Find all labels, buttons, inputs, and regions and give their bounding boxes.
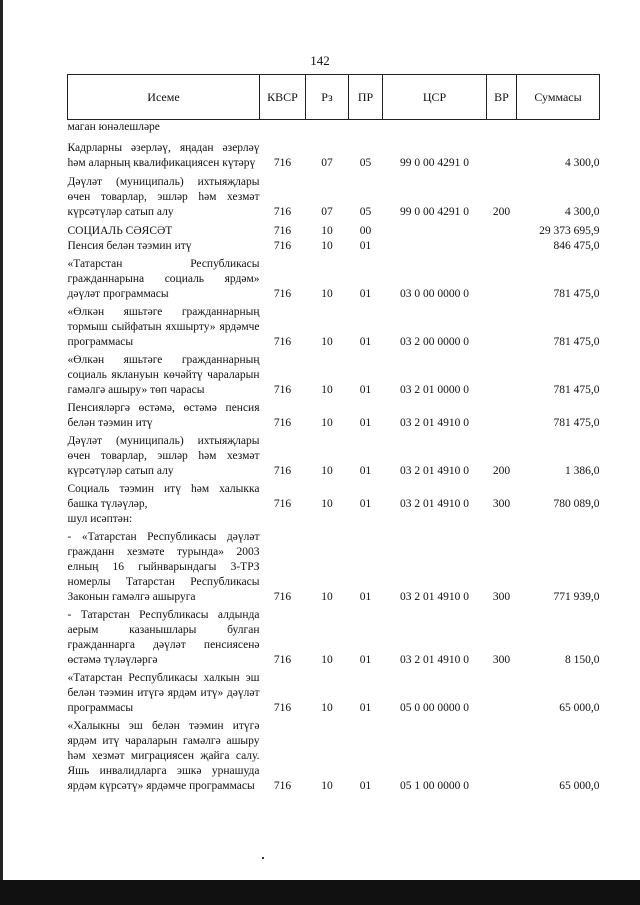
cell-rz: 10 — [321, 465, 333, 477]
table-row — [68, 716, 600, 794]
cell-csr: 99 0 00 4291 0 — [400, 157, 469, 169]
cell-rz: 10 — [321, 591, 333, 603]
cell-name: Кадрларны әзерләү, яңадан әзерләү һәм аларның квалификациясен күтәрү — [67, 142, 260, 169]
cell-sum: 65 000,0 — [559, 702, 600, 714]
cell-csr: 99 0 00 4291 0 — [400, 206, 469, 218]
cell-rz: 10 — [321, 498, 333, 510]
cell-kvsr: 716 — [273, 498, 292, 510]
cell-vr — [487, 398, 517, 431]
cell-vr — [487, 302, 517, 350]
table-row — [68, 668, 600, 716]
cell-vr — [487, 254, 517, 302]
cell-name: СОЦИАЛЬ СӘЯСӘТ — [67, 225, 173, 237]
cell-pr: 05 — [359, 157, 372, 169]
cell-rz: 10 — [321, 336, 333, 348]
page-number: 142 — [310, 53, 330, 68]
cell-kvsr: 716 — [273, 206, 292, 218]
cell-vr — [487, 135, 517, 171]
budget-table — [67, 74, 600, 794]
cell-rz: 07 — [321, 157, 333, 169]
cell-vr — [487, 220, 517, 239]
cell-csr: 05 0 00 0000 0 — [400, 702, 469, 714]
cell-name: «Халыкны эш белән тәэмин итүгә ярдәм итү чараларын гамәлгә ашыру һәм хезмәт миграциясен җайга салу. Яшь инвалидларга эшкә урнашуда ярдәм күрсәтү» ярдәмче программасы — [67, 720, 260, 792]
cell-csr: 03 2 01 4910 0 — [400, 465, 469, 477]
cell-csr: 03 0 00 0000 0 — [400, 288, 469, 300]
cell-sum: 781 475,0 — [553, 417, 600, 429]
cell-pr: 05 — [359, 206, 372, 218]
table-row — [68, 479, 600, 512]
table-row — [68, 254, 600, 302]
cell-sum: 4 300,0 — [565, 206, 600, 218]
cell-csr: 03 2 01 4910 0 — [400, 417, 469, 429]
cell-kvsr: 716 — [273, 240, 292, 252]
cell-name: маган юнәлешләре — [67, 121, 160, 133]
cell-rz: 10 — [321, 240, 333, 252]
cell-kvsr: 716 — [273, 288, 292, 300]
cell-csr — [383, 220, 487, 239]
cell-rz: 10 — [321, 654, 333, 666]
cell-vr — [487, 350, 517, 398]
cell-name: Пенсия белән тәэмин итү — [67, 240, 192, 252]
cell-vr: 300 — [492, 498, 511, 510]
cell-rz: 07 — [321, 206, 333, 218]
header-pr: ПР — [349, 75, 383, 120]
cell-pr: 01 — [359, 654, 372, 666]
header-kvsr: КВСР — [260, 75, 306, 120]
header-sum: Суммасы — [517, 75, 600, 120]
header-name: Исеме — [68, 75, 260, 120]
table-row — [68, 135, 600, 171]
cell-pr: 01 — [359, 591, 372, 603]
cell-sum: 781 475,0 — [553, 336, 600, 348]
table-row — [68, 512, 600, 527]
cell-pr: 01 — [359, 498, 372, 510]
scan-bottom-edge — [0, 880, 640, 905]
cell-sum: 846 475,0 — [553, 240, 600, 252]
cell-sum: 29 373 695,9 — [539, 225, 600, 237]
table-body — [68, 120, 600, 795]
cell-vr — [487, 120, 517, 136]
cell-kvsr: 716 — [273, 780, 292, 792]
cell-rz — [306, 512, 349, 527]
cell-kvsr: 716 — [273, 417, 292, 429]
cell-pr — [349, 120, 383, 136]
cell-pr: 01 — [359, 780, 372, 792]
cell-pr: 01 — [359, 288, 372, 300]
table-row — [68, 302, 600, 350]
cell-vr — [487, 512, 517, 527]
cell-csr: 03 2 01 4910 0 — [400, 591, 469, 603]
cell-pr: 01 — [359, 240, 372, 252]
cell-rz: 10 — [321, 288, 333, 300]
cell-vr — [487, 668, 517, 716]
cell-pr: 00 — [359, 225, 372, 237]
cell-name: - «Татарстан Республикасы дәүләт гражданн хезмәте турында» 2003 елның 16 гыйнварындагы 3-ТРЗ номерлы Татарстан Республикасы Законын гамәлгә ашыруга — [67, 531, 260, 603]
table-row — [68, 398, 600, 431]
cell-csr: 03 2 01 0000 0 — [400, 384, 469, 396]
cell-name: - Татарстан Республикасы алдында аерым казанышлары булган гражданнарга дәүләт пенсиясенә өстәмә түләүләргә — [67, 609, 260, 666]
cell-sum — [517, 120, 600, 136]
cell-pr: 01 — [359, 336, 372, 348]
cell-sum: 4 300,0 — [565, 157, 600, 169]
cell-vr: 300 — [492, 654, 511, 666]
cell-pr: 01 — [359, 702, 372, 714]
cell-kvsr: 716 — [273, 702, 292, 714]
cell-sum — [517, 512, 600, 527]
cell-kvsr: 716 — [273, 384, 292, 396]
cell-name: Пенсияләргә өстәмә, өстәмә пенсия белән тәэмин итү — [67, 402, 260, 429]
cell-vr — [487, 716, 517, 794]
table-row — [68, 120, 600, 136]
cell-sum: 8 150,0 — [565, 654, 600, 666]
cell-kvsr: 716 — [273, 591, 292, 603]
cell-rz: 10 — [321, 384, 333, 396]
cell-vr — [487, 239, 517, 254]
table-row — [68, 431, 600, 479]
cell-pr — [349, 512, 383, 527]
cell-name: Дәүләт (муниципаль) ихтыяҗлары өчен товарлар, эшләр һәм хезмәт күрсәтүләр сатып алу — [67, 176, 260, 218]
cell-rz: 10 — [321, 417, 333, 429]
cell-kvsr: 716 — [273, 336, 292, 348]
header-csr: ЦСР — [383, 75, 487, 120]
table-row — [68, 239, 600, 254]
cell-name: Дәүләт (муниципаль) ихтыяҗлары өчен товарлар, эшләр һәм хезмәт күрсәтүләр сатып алу — [67, 435, 260, 477]
cell-vr: 200 — [492, 465, 511, 477]
cell-csr: 03 2 00 0000 0 — [400, 336, 469, 348]
cell-rz: 10 — [321, 702, 333, 714]
cell-name: Социаль тәэмин итү һәм халыкка башка түләүләр, — [67, 483, 260, 510]
header-vr: ВР — [487, 75, 517, 120]
cell-sum: 781 475,0 — [553, 384, 600, 396]
cell-name: «Татарстан Республикасы халкын эш белән тәэмин итүгә ярдәм итү» дәүләт программасы — [67, 672, 260, 714]
scan-edge — [0, 0, 3, 905]
cell-kvsr — [260, 120, 306, 136]
cell-rz: 10 — [321, 780, 333, 792]
cell-sum: 781 475,0 — [553, 288, 600, 300]
table-row — [68, 527, 600, 605]
cell-csr — [383, 120, 487, 136]
cell-pr: 01 — [359, 465, 372, 477]
cell-name: «Өлкән яшьтәге гражданнарның социаль яклануын көчәйтү чараларын гамәлгә ашыру» төп чарасы — [67, 354, 260, 396]
cell-kvsr: 716 — [273, 157, 292, 169]
cell-csr — [383, 512, 487, 527]
cell-kvsr: 716 — [273, 465, 292, 477]
cell-kvsr: 716 — [273, 654, 292, 666]
cell-csr: 03 2 01 4910 0 — [400, 498, 469, 510]
cell-vr: 300 — [492, 591, 511, 603]
table-row — [68, 350, 600, 398]
cell-pr: 01 — [359, 417, 372, 429]
cell-name: «Татарстан Республикасы гражданнарына социаль ярдәм» дәүләт программасы — [67, 258, 260, 300]
cell-name: «Өлкән яшьтәге гражданнарның тормыш сыйфатын яхшырту» ярдәмче программасы — [67, 306, 260, 348]
cell-csr: 05 1 00 0000 0 — [400, 780, 469, 792]
cell-vr: 200 — [492, 206, 511, 218]
table-row — [68, 220, 600, 239]
table-row — [68, 171, 600, 220]
cell-sum: 771 939,0 — [553, 591, 600, 603]
table-row — [68, 605, 600, 668]
cell-rz: 10 — [321, 225, 333, 237]
cell-csr: 03 2 01 4910 0 — [400, 654, 469, 666]
table-header-row — [68, 75, 600, 120]
cell-pr: 01 — [359, 384, 372, 396]
cell-kvsr — [260, 512, 306, 527]
cell-sum: 65 000,0 — [559, 780, 600, 792]
cell-kvsr: 716 — [273, 225, 292, 237]
header-rz: Рз — [306, 75, 349, 120]
cell-csr — [383, 239, 487, 254]
cell-name: шул исәптән: — [67, 513, 133, 525]
cell-sum: 1 386,0 — [565, 465, 600, 477]
cell-rz — [306, 120, 349, 136]
scan-speck — [262, 857, 264, 859]
cell-sum: 780 089,0 — [553, 498, 600, 510]
